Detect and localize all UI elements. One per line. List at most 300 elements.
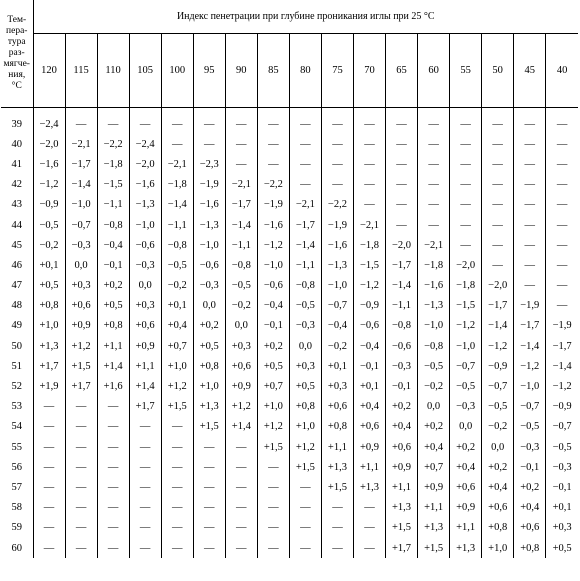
index-value-cell: — [514, 215, 546, 235]
index-value-cell: — [161, 417, 193, 437]
index-value-cell: — [225, 538, 257, 558]
index-value-cell: +1,5 [386, 518, 418, 538]
temperature-cell: 39 [1, 114, 33, 134]
index-value-cell: — [386, 154, 418, 174]
index-value-cell: +0,6 [321, 397, 353, 417]
index-value-cell: −1,1 [161, 215, 193, 235]
index-value-cell: −1,9 [193, 175, 225, 195]
index-value-cell: — [386, 215, 418, 235]
index-value-cell: −0,8 [225, 255, 257, 275]
index-value-cell: −0,1 [257, 316, 289, 336]
index-value-cell: −0,1 [386, 376, 418, 396]
index-value-cell: +0,2 [97, 276, 129, 296]
index-value-cell: — [556, 118, 568, 130]
table-row [1, 397, 578, 417]
index-value-cell: — [97, 538, 129, 558]
index-value-cell: −1,2 [450, 316, 482, 336]
index-value-cell: +0,4 [418, 437, 450, 457]
index-value-cell: +0,3 [289, 356, 321, 376]
penetration-column-header: 70 [353, 34, 385, 108]
index-value-cell: +1,5 [289, 457, 321, 477]
index-value-cell: +1,5 [321, 477, 353, 497]
index-value-cell: +1,3 [321, 457, 353, 477]
index-value-cell: +0,7 [257, 376, 289, 396]
index-value-cell: −1,1 [386, 296, 418, 316]
index-value-cell: — [257, 518, 289, 538]
penetration-column-header: 65 [386, 34, 418, 108]
index-value-cell: −2,4 [33, 114, 65, 134]
temperature-cell: 53 [1, 397, 33, 417]
index-value-cell: — [353, 538, 385, 558]
index-value-cell: +0,2 [193, 316, 225, 336]
temperature-cell: 45 [1, 235, 33, 255]
index-value-cell: −0,8 [418, 336, 450, 356]
index-value-cell: −0,6 [386, 336, 418, 356]
index-value-cell: — [386, 195, 418, 215]
index-value-cell: +0,6 [386, 437, 418, 457]
index-value-cell: +0,4 [353, 397, 385, 417]
temperature-cell: 56 [1, 457, 33, 477]
index-value-cell: — [97, 457, 129, 477]
penetration-column-header: 95 [193, 34, 225, 108]
temp-header-line: ния, [8, 70, 26, 80]
index-value-cell: +0,8 [482, 518, 514, 538]
index-value-cell: — [353, 114, 385, 134]
index-value-cell: −2,1 [161, 154, 193, 174]
index-value-cell: +0,6 [353, 417, 385, 437]
index-value-cell: — [482, 255, 514, 275]
index-value-cell: +0,4 [450, 457, 482, 477]
index-value-cell: — [482, 215, 514, 235]
index-value-cell: — [321, 518, 353, 538]
index-value-cell: — [450, 114, 482, 134]
index-value-cell: — [257, 114, 289, 134]
penetration-column-header: 45 [514, 34, 546, 108]
index-value-cell: +1,1 [321, 437, 353, 457]
index-value-cell: −0,9 [552, 401, 572, 413]
index-value-cell: +1,3 [33, 336, 65, 356]
index-value-cell: +0,5 [33, 276, 65, 296]
penetration-index-table [1, 0, 578, 558]
index-value-cell: +0,8 [289, 397, 321, 417]
index-value-cell: +1,5 [65, 356, 97, 376]
penetration-column-header: 105 [129, 34, 161, 108]
penetration-column-header: 40 [546, 34, 578, 108]
index-value-cell: +1,0 [482, 538, 514, 558]
index-value-cell: 0,0 [450, 417, 482, 437]
index-value-cell: — [514, 154, 546, 174]
index-value-cell: — [97, 397, 129, 417]
index-value-cell: — [129, 538, 161, 558]
index-value-cell: — [129, 457, 161, 477]
index-value-cell: −1,0 [450, 336, 482, 356]
index-value-cell: — [289, 518, 321, 538]
index-value-cell: — [418, 154, 450, 174]
index-value-cell: −0,6 [257, 276, 289, 296]
table-row [1, 195, 578, 215]
index-value-cell: +0,3 [65, 276, 97, 296]
temperature-cell: 51 [1, 356, 33, 376]
index-value-cell: −0,6 [129, 235, 161, 255]
index-value-cell: −1,8 [353, 235, 385, 255]
index-value-cell: — [65, 114, 97, 134]
index-value-cell: +1,3 [353, 477, 385, 497]
index-value-cell: +0,1 [353, 376, 385, 396]
table-row [1, 235, 578, 255]
index-value-cell: +1,5 [161, 397, 193, 417]
index-value-cell: — [161, 114, 193, 134]
index-value-cell: — [97, 417, 129, 437]
penetration-column-header: 75 [321, 34, 353, 108]
index-value-cell: — [418, 195, 450, 215]
index-value-cell: −1,5 [353, 255, 385, 275]
index-value-cell: — [353, 518, 385, 538]
index-value-cell: +0,7 [418, 457, 450, 477]
table-row [1, 316, 578, 336]
index-value-cell: — [514, 276, 546, 296]
index-value-cell: −2,1 [418, 235, 450, 255]
index-value-cell: — [33, 518, 65, 538]
index-value-cell: — [161, 498, 193, 518]
index-value-cell: — [418, 215, 450, 235]
index-value-cell: +1,3 [418, 518, 450, 538]
index-value-cell: — [450, 215, 482, 235]
index-value-cell: +1,7 [386, 538, 418, 558]
index-value-cell: −0,8 [97, 215, 129, 235]
penetration-column-header: 50 [482, 34, 514, 108]
penetration-column-header: 60 [418, 34, 450, 108]
index-value-cell: — [386, 114, 418, 134]
index-value-cell: — [193, 437, 225, 457]
index-value-cell: −0,7 [482, 376, 514, 396]
index-value-cell: −1,0 [514, 376, 546, 396]
index-value-cell: −1,4 [161, 195, 193, 215]
index-value-cell: +1,5 [418, 538, 450, 558]
index-value-cell: +1,2 [65, 336, 97, 356]
index-value-cell: — [193, 114, 225, 134]
table-row [1, 175, 578, 195]
index-value-cell: +1,0 [33, 316, 65, 336]
index-value-cell: +0,9 [65, 316, 97, 336]
index-value-cell: +1,4 [97, 356, 129, 376]
table-row [1, 376, 578, 396]
index-value-cell: −1,2 [482, 336, 514, 356]
index-value-cell: — [97, 114, 129, 134]
index-value-cell: −0,5 [450, 376, 482, 396]
index-value-cell: — [225, 498, 257, 518]
index-value-cell: −2,0 [33, 134, 65, 154]
index-value-cell: — [353, 195, 385, 215]
index-value-cell: 0,0 [289, 336, 321, 356]
index-value-cell: — [321, 498, 353, 518]
index-value-cell: −1,2 [257, 235, 289, 255]
temp-header-line: пера- [6, 26, 28, 36]
index-value-cell: −1,3 [321, 255, 353, 275]
index-value-cell: −1,8 [450, 276, 482, 296]
index-value-cell: — [33, 498, 65, 518]
index-value-cell: +0,5 [97, 296, 129, 316]
index-value-cell: — [514, 114, 546, 134]
index-value-cell: −1,0 [321, 276, 353, 296]
index-value-cell: −1,0 [65, 195, 97, 215]
index-value-cell: −2,3 [193, 154, 225, 174]
temperature-cell: 57 [1, 477, 33, 497]
temperature-cell: 60 [1, 538, 33, 558]
index-value-cell: +0,3 [225, 336, 257, 356]
index-value-cell: — [556, 280, 568, 292]
index-value-cell: −1,6 [418, 276, 450, 296]
index-value-cell: — [450, 154, 482, 174]
index-value-cell: −1,2 [552, 381, 572, 393]
index-value-cell: — [353, 175, 385, 195]
index-value-cell: +0,2 [418, 417, 450, 437]
index-value-cell: +0,3 [321, 376, 353, 396]
index-value-cell: — [129, 477, 161, 497]
index-value-cell: — [556, 239, 568, 251]
index-value-cell: −0,9 [353, 296, 385, 316]
index-value-cell: −0,2 [482, 417, 514, 437]
index-value-cell: — [556, 179, 568, 191]
index-value-cell: — [225, 134, 257, 154]
index-value-cell: — [289, 114, 321, 134]
index-value-cell: +0,1 [321, 356, 353, 376]
index-value-cell: +1,2 [289, 437, 321, 457]
table-row [1, 114, 578, 134]
index-value-cell: −0,7 [321, 296, 353, 316]
index-value-cell: +1,1 [386, 477, 418, 497]
temp-header-line: Тем- [7, 15, 27, 25]
index-value-cell: −1,4 [289, 235, 321, 255]
index-value-cell: — [257, 134, 289, 154]
index-value-cell: — [161, 134, 193, 154]
index-value-cell: −1,6 [193, 195, 225, 215]
index-value-cell: −2,0 [386, 235, 418, 255]
table-row [1, 255, 578, 275]
table-row [1, 417, 578, 437]
index-value-cell: — [161, 477, 193, 497]
index-value-cell: −1,9 [321, 215, 353, 235]
index-value-cell: +0,2 [257, 336, 289, 356]
penetration-column-header: 110 [97, 34, 129, 108]
penetration-column-header: 55 [450, 34, 482, 108]
index-value-cell: — [514, 235, 546, 255]
index-value-cell: +0,1 [33, 255, 65, 275]
penetration-column-header: 80 [289, 34, 321, 108]
index-value-cell: −2,2 [321, 195, 353, 215]
index-value-cell: −0,3 [129, 255, 161, 275]
index-value-cell: −0,1 [97, 255, 129, 275]
index-value-cell: +0,6 [514, 518, 546, 538]
index-value-cell: −0,5 [161, 255, 193, 275]
table-row [1, 518, 578, 538]
index-value-cell: — [65, 397, 97, 417]
index-value-cell: — [225, 154, 257, 174]
index-value-cell: −2,2 [97, 134, 129, 154]
index-value-cell: +1,1 [97, 336, 129, 356]
index-value-cell: +0,8 [33, 296, 65, 316]
index-value-cell: — [386, 175, 418, 195]
index-value-cell: −0,7 [65, 215, 97, 235]
temp-header-line: раз- [8, 48, 25, 58]
index-value-cell: −1,8 [161, 175, 193, 195]
index-value-cell: +0,6 [225, 356, 257, 376]
index-value-cell: −2,1 [225, 175, 257, 195]
index-value-cell: +0,2 [450, 437, 482, 457]
index-value-cell: — [556, 259, 568, 271]
table-row [1, 276, 578, 296]
index-value-cell: — [65, 538, 97, 558]
index-value-cell: −0,5 [225, 276, 257, 296]
index-value-cell: −0,2 [161, 276, 193, 296]
index-value-cell: +0,1 [161, 296, 193, 316]
index-value-cell: — [97, 437, 129, 457]
index-value-cell: −0,9 [482, 356, 514, 376]
temperature-cell: 49 [1, 316, 33, 336]
index-value-cell: — [289, 175, 321, 195]
index-value-cell: — [193, 538, 225, 558]
index-value-cell: −1,3 [129, 195, 161, 215]
temperature-cell: 40 [1, 134, 33, 154]
index-value-cell: +1,1 [129, 356, 161, 376]
index-value-cell: +1,2 [257, 417, 289, 437]
index-value-cell: — [418, 114, 450, 134]
index-value-cell: −0,5 [514, 417, 546, 437]
index-value-cell: +0,9 [386, 457, 418, 477]
index-value-cell: +1,9 [33, 376, 65, 396]
index-value-cell: — [129, 498, 161, 518]
temp-header-line: °С [11, 81, 22, 91]
index-value-cell: — [289, 477, 321, 497]
index-value-cell: −0,5 [552, 441, 572, 453]
index-value-cell: +1,3 [450, 538, 482, 558]
index-value-cell: +1,3 [386, 498, 418, 518]
temperature-cell: 54 [1, 417, 33, 437]
index-value-cell: −1,4 [386, 276, 418, 296]
index-value-cell: — [97, 518, 129, 538]
index-value-cell: −1,0 [257, 255, 289, 275]
index-value-cell: −0,2 [418, 376, 450, 396]
index-value-cell: −1,7 [552, 340, 572, 352]
index-value-cell: −1,8 [418, 255, 450, 275]
index-value-cell: — [353, 134, 385, 154]
index-value-cell: −1,1 [97, 195, 129, 215]
index-value-cell: +0,9 [225, 376, 257, 396]
table-row [1, 134, 578, 154]
index-value-cell: −0,1 [353, 356, 385, 376]
temperature-column-header [1, 0, 33, 108]
index-value-cell: −1,7 [289, 215, 321, 235]
index-value-cell: — [450, 195, 482, 215]
index-value-cell: −0,7 [552, 421, 572, 433]
penetration-column-header: 90 [225, 34, 257, 108]
index-value-cell: +0,6 [129, 316, 161, 336]
table-row [1, 154, 578, 174]
index-value-cell: +0,9 [129, 336, 161, 356]
index-value-cell: −0,3 [289, 316, 321, 336]
temp-header-line: тура [7, 37, 26, 47]
index-value-cell: +0,2 [386, 397, 418, 417]
index-value-cell: −1,8 [97, 154, 129, 174]
index-value-cell: +0,4 [386, 417, 418, 437]
index-value-cell: — [97, 477, 129, 497]
index-value-cell: — [289, 538, 321, 558]
index-value-cell: — [482, 114, 514, 134]
temperature-cell: 43 [1, 195, 33, 215]
index-value-cell: — [33, 457, 65, 477]
index-value-cell: +1,0 [257, 397, 289, 417]
index-value-cell: 0,0 [418, 397, 450, 417]
penetration-column-header: 115 [65, 34, 97, 108]
index-value-cell: +0,9 [418, 477, 450, 497]
temperature-cell: 50 [1, 336, 33, 356]
index-value-cell: +1,1 [353, 457, 385, 477]
index-value-cell: −1,6 [129, 175, 161, 195]
table-row [1, 336, 578, 356]
index-value-cell: −1,4 [482, 316, 514, 336]
index-value-cell: −0,2 [33, 235, 65, 255]
index-value-cell: +0,3 [552, 522, 572, 534]
penetration-column-header: 85 [257, 34, 289, 108]
index-value-cell: −1,2 [33, 175, 65, 195]
index-value-cell: +1,2 [161, 376, 193, 396]
index-value-cell: +1,0 [161, 356, 193, 376]
index-value-cell: — [193, 518, 225, 538]
index-value-cell: −1,0 [193, 235, 225, 255]
index-value-cell: — [129, 417, 161, 437]
temperature-cell: 55 [1, 437, 33, 457]
index-value-cell: — [289, 154, 321, 174]
index-value-cell: — [161, 437, 193, 457]
index-value-cell: +0,1 [552, 502, 572, 514]
index-value-cell: — [65, 437, 97, 457]
index-value-cell: — [129, 114, 161, 134]
index-value-cell: −1,6 [33, 154, 65, 174]
index-value-cell: — [450, 175, 482, 195]
index-value-cell: — [257, 477, 289, 497]
index-value-cell: −1,7 [514, 316, 546, 336]
table-row [1, 498, 578, 518]
index-value-cell: +1,6 [97, 376, 129, 396]
index-value-cell: — [514, 255, 546, 275]
index-value-cell: +0,5 [257, 356, 289, 376]
index-value-cell: — [225, 518, 257, 538]
temperature-cell: 41 [1, 154, 33, 174]
index-value-cell: −0,3 [386, 356, 418, 376]
index-value-cell: — [556, 300, 568, 312]
index-value-cell: — [482, 235, 514, 255]
index-value-cell: +1,0 [193, 376, 225, 396]
index-value-cell: — [225, 477, 257, 497]
index-value-cell: −0,3 [514, 437, 546, 457]
index-value-cell: +1,7 [33, 356, 65, 376]
index-value-cell: 0,0 [129, 276, 161, 296]
index-value-cell: +0,3 [129, 296, 161, 316]
index-value-cell: −0,6 [193, 255, 225, 275]
index-value-cell: −1,4 [65, 175, 97, 195]
table-title: Индекс пенетрации при глубине проникания иглы при 25 °С [33, 0, 578, 34]
index-value-cell: −1,9 [514, 296, 546, 316]
index-value-cell: −2,1 [65, 134, 97, 154]
index-value-cell: — [161, 457, 193, 477]
penetration-column-header: 120 [33, 34, 65, 108]
index-value-cell: — [514, 134, 546, 154]
index-value-cell: — [65, 457, 97, 477]
index-value-cell: −1,1 [225, 235, 257, 255]
temperature-cell: 48 [1, 296, 33, 316]
index-value-cell: +1,5 [193, 417, 225, 437]
index-value-cell: — [556, 219, 568, 231]
index-value-cell: −0,3 [65, 235, 97, 255]
